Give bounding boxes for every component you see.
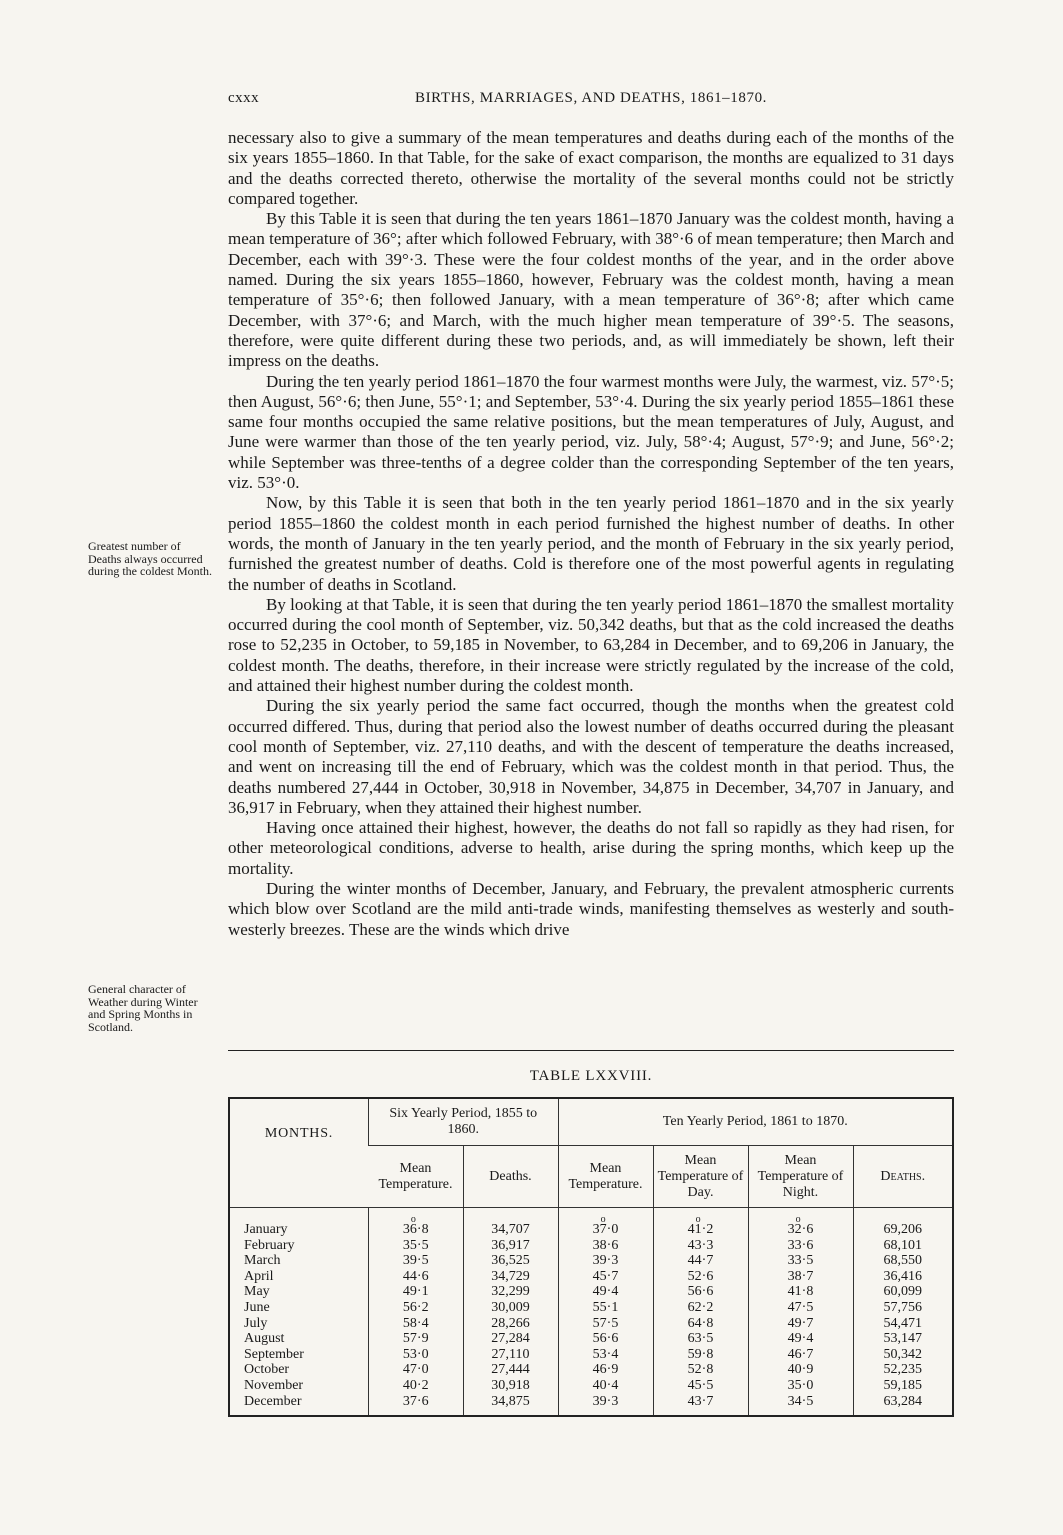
six-deaths-cell: 36,917 xyxy=(463,1238,558,1254)
ten-night-cell: 41·8 xyxy=(748,1284,853,1300)
margin-note: Greatest number of Deaths always occurred during the coldest Month. xyxy=(88,539,212,578)
six-temp-cell: 53·0 xyxy=(369,1347,464,1363)
ten-deaths-cell: 68,550 xyxy=(853,1253,953,1269)
ten-night-cell: 46·7 xyxy=(748,1347,853,1363)
month-cell: November xyxy=(244,1377,304,1393)
month-cell: February xyxy=(244,1237,295,1253)
month-cell: April xyxy=(244,1268,274,1284)
ten-night-cell: 38·7 xyxy=(748,1269,853,1285)
running-title: BIRTHS, MARRIAGES, AND DEATHS, 1861–1870. xyxy=(414,90,768,106)
paragraph: Having once attained their highest, however, the deaths do not fall so rapidly as they had risen, for other meteorological conditions, adverse to health, arise during the spring months, which keep up the mortality. xyxy=(228,818,954,878)
ten-deaths-cell: 59,185 xyxy=(853,1378,953,1394)
table-row xyxy=(229,1238,953,1254)
ten-day-cell: 62·2 xyxy=(653,1300,748,1316)
ten-day-cell: 43·7 xyxy=(653,1394,748,1417)
six-deaths-cell: 27,110 xyxy=(463,1347,558,1363)
mortality-table xyxy=(228,1097,954,1417)
paragraph: necessary also to give a summary of the mean temperatures and deaths during each of the months of the six years 1855–1860. In that Table, for the sake of exact comparison, the months are equalized to 31 days and the deaths corrected thereto, otherwise the mortality of the several months could not be strictly compared together. xyxy=(228,128,954,208)
ten-day-cell: 56·6 xyxy=(653,1284,748,1300)
ten-deaths-cell: 63,284 xyxy=(853,1394,953,1417)
ten-deaths-cell: 36,416 xyxy=(853,1269,953,1285)
table-row xyxy=(229,1269,953,1285)
ten-day-cell: 63·5 xyxy=(653,1331,748,1347)
table-row xyxy=(229,1362,953,1378)
month-cell: March xyxy=(244,1253,281,1269)
paragraph: During the winter months of December, January, and February, the prevalent atmospheric currents which blow over Scotland are the mild anti-trade winds, manifesting themselves as westerly and south-westerly breezes. These are the winds which drive xyxy=(228,878,954,939)
section-rule xyxy=(228,1050,954,1051)
body-text xyxy=(228,128,954,940)
col-six-mean-temp: Mean Temperature. xyxy=(369,1146,464,1208)
ten-deaths-cell: 68,101 xyxy=(853,1238,953,1254)
ten-deaths-cell: 54,471 xyxy=(853,1316,953,1332)
paragraph: During the six yearly period the same fact occurred, though the months when the greatest cold occurred differed. Thus, during that period also the lowest number of deaths occurred during the pleasant cool month of September, viz. 27,110 deaths, and with the descent of temperature the deaths increased, and went on increasing till the end of February, which was the coldest month in that period. Thus, the deaths numbered 27,444 in October, 30,918 in November, 34,875 in December, 34,707 in January, and 36,917 in February, when they attained their highest number. xyxy=(228,696,954,817)
ten-day-cell: 52·8 xyxy=(653,1362,748,1378)
six-temp-cell: 58·4 xyxy=(369,1316,464,1332)
six-temp-cell xyxy=(369,1208,464,1238)
six-deaths-cell: 28,266 xyxy=(463,1316,558,1332)
table-row xyxy=(229,1394,953,1417)
six-temp-cell: 39·5 xyxy=(369,1253,464,1269)
six-year-group-header: Six Yearly Period, 1855 to 1860. xyxy=(369,1098,559,1146)
ten-night-cell: 49·4 xyxy=(748,1331,853,1347)
six-deaths-cell: 32,299 xyxy=(463,1284,558,1300)
ten-day-cell: 59·8 xyxy=(653,1347,748,1363)
ten-day-cell: 45·5 xyxy=(653,1378,748,1394)
ten-temp-cell: 49·4 xyxy=(558,1284,653,1300)
ten-temp-cell: 55·1 xyxy=(558,1300,653,1316)
month-cell: July xyxy=(244,1315,268,1331)
ten-day-cell: 44·7 xyxy=(653,1253,748,1269)
ten-temp-cell: 57·5 xyxy=(558,1316,653,1332)
six-deaths-cell: 34,729 xyxy=(463,1269,558,1285)
six-deaths-cell: 34,707 xyxy=(463,1208,558,1238)
degree-mark: o xyxy=(600,1214,606,1225)
ten-deaths-cell: 52,235 xyxy=(853,1362,953,1378)
table-row xyxy=(229,1378,953,1394)
ten-temp-cell xyxy=(558,1208,653,1238)
ten-day-cell: 43·3 xyxy=(653,1238,748,1254)
table-row xyxy=(229,1253,953,1269)
degree-mark: o xyxy=(795,1214,801,1225)
ten-night-cell: 33·6 xyxy=(748,1238,853,1254)
paragraph: During the ten yearly period 1861–1870 the four warmest months were July, the warmest, viz. 57°·5; then August, 56°·6; then June, 55°·1; and September, 53°·4. During the six yearly period 1855–1861 these same four months occupied the same relative positions, but the mean temperatures of July, August, and June were warmer than those of the ten yearly period, viz. July, 58°·4; August, 57°·9; and June, 56°·2; while September was three-tenths of a degree colder than the corresponding September of the ten years, viz. 53°·0. xyxy=(228,371,954,493)
ten-night-cell: 47·5 xyxy=(748,1300,853,1316)
six-temp-cell: 56·2 xyxy=(369,1300,464,1316)
six-temp-cell: 57·9 xyxy=(369,1331,464,1347)
six-temp-cell: 37·6 xyxy=(369,1394,464,1417)
ten-night-cell: 33·5 xyxy=(748,1253,853,1269)
ten-deaths-cell: 60,099 xyxy=(853,1284,953,1300)
six-deaths-cell: 34,875 xyxy=(463,1394,558,1417)
six-temp-cell: 47·0 xyxy=(369,1362,464,1378)
month-cell: January xyxy=(244,1222,288,1237)
ten-temp-cell: 56·6 xyxy=(558,1331,653,1347)
col-ten-mean-night: Mean Temperature of Night. xyxy=(748,1146,853,1208)
table-row xyxy=(229,1300,953,1316)
ten-temp-cell: 53·4 xyxy=(558,1347,653,1363)
ten-night-cell: 40·9 xyxy=(748,1362,853,1378)
col-ten-mean-day: Mean Temperature of Day. xyxy=(653,1146,748,1208)
margin-note: General character of Weather during Winter and Spring Months in Scotland. xyxy=(88,982,198,1034)
col-ten-deaths: Deaths. xyxy=(853,1146,953,1208)
ten-day-cell: 52·6 xyxy=(653,1269,748,1285)
ten-deaths-cell: 57,756 xyxy=(853,1300,953,1316)
page-number: cxxx xyxy=(228,90,260,106)
ten-temp-cell: 39·3 xyxy=(558,1394,653,1417)
ten-temp-cell: 40·4 xyxy=(558,1378,653,1394)
col-ten-mean-temp: Mean Temperature. xyxy=(558,1146,653,1208)
month-cell: June xyxy=(244,1299,270,1315)
ten-night-cell: 35·0 xyxy=(748,1378,853,1394)
month-cell: May xyxy=(244,1284,270,1300)
ten-deaths-cell: 53,147 xyxy=(853,1331,953,1347)
table-row xyxy=(229,1284,953,1300)
paragraph: Now, by this Table it is seen that both in the ten yearly period 1861–1870 and in the six yearly period 1855–1860 the coldest month in each period furnished the highest number of deaths. In other words, the month of January in the ten yearly period, and the month of February in the six yearly period, furnished the greatest number of deaths. Cold is therefore one of the most powerful agents in regulating the number of deaths in Scotland. xyxy=(228,493,954,594)
six-deaths-cell: 27,444 xyxy=(463,1362,558,1378)
cell-value: 41·2 xyxy=(687,1222,714,1237)
table-row xyxy=(229,1331,953,1347)
months-header: MONTHS. xyxy=(229,1098,369,1208)
paragraph: By this Table it is seen that during the ten years 1861–1870 January was the coldest month, having a mean temperature of 36°; after which followed February, with 38°·6 of mean temperature; then March and December, each with 39°·3. These were the four coldest months of the year, and in the order above named. During the six years 1855–1860, however, February was the coldest month, having a mean temperature of 35°·6; then followed January, with a mean temperature of 36°·8; after which came December, with 37°·6; and March, with the much higher mean temperature of 39°·5. The seasons, therefore, were quite different during these two periods, and, as will immediately be shown, left their impress on the deaths. xyxy=(228,209,954,371)
ten-day-cell xyxy=(653,1208,748,1238)
ten-deaths-cell: 50,342 xyxy=(853,1347,953,1363)
ten-temp-cell: 38·6 xyxy=(558,1238,653,1254)
month-cell: December xyxy=(244,1393,302,1409)
table-row xyxy=(229,1347,953,1363)
six-deaths-cell: 30,009 xyxy=(463,1300,558,1316)
six-deaths-cell: 36,525 xyxy=(463,1253,558,1269)
ten-night-cell: 49·7 xyxy=(748,1316,853,1332)
six-deaths-cell: 27,284 xyxy=(463,1331,558,1347)
table-title: TABLE LXXVIII. xyxy=(529,1068,653,1084)
six-temp-cell: 49·1 xyxy=(369,1284,464,1300)
col-six-deaths: Deaths. xyxy=(463,1146,558,1208)
cell-value: 37·0 xyxy=(592,1222,619,1237)
paragraph: By looking at that Table, it is seen that during the ten yearly period 1861–1870 the smallest mortality occurred during the cool month of September, viz. 50,342 deaths, but that as the cold increased the deaths rose to 52,235 in October, to 59,185 in November, to 63,284 in December, and to 69,206 in January, the coldest month. The deaths, therefore, in their increase were strictly regulated by the increase of the cold, and attained their highest number during the coldest month. xyxy=(228,594,954,696)
six-deaths-cell: 30,918 xyxy=(463,1378,558,1394)
cell-value: 32·6 xyxy=(787,1222,814,1237)
month-cell: October xyxy=(244,1362,290,1378)
cell-value: 36·8 xyxy=(402,1222,429,1237)
ten-deaths-cell: 69,206 xyxy=(853,1208,953,1238)
six-temp-cell: 40·2 xyxy=(369,1378,464,1394)
page-header xyxy=(228,90,954,114)
table-row xyxy=(229,1208,953,1238)
ten-night-cell: 34·5 xyxy=(748,1394,853,1417)
degree-mark: o xyxy=(695,1214,701,1225)
six-temp-cell: 44·6 xyxy=(369,1269,464,1285)
ten-year-group-header: Ten Yearly Period, 1861 to 1870. xyxy=(558,1098,953,1146)
table-row xyxy=(229,1316,953,1332)
ten-temp-cell: 46·9 xyxy=(558,1362,653,1378)
degree-mark: o xyxy=(410,1214,416,1225)
table-body xyxy=(229,1208,953,1417)
ten-night-cell xyxy=(748,1208,853,1238)
month-cell: September xyxy=(244,1346,304,1362)
ten-temp-cell: 45·7 xyxy=(558,1269,653,1285)
ten-temp-cell: 39·3 xyxy=(558,1253,653,1269)
month-cell: August xyxy=(244,1331,285,1347)
six-temp-cell: 35·5 xyxy=(369,1238,464,1254)
ten-day-cell: 64·8 xyxy=(653,1316,748,1332)
